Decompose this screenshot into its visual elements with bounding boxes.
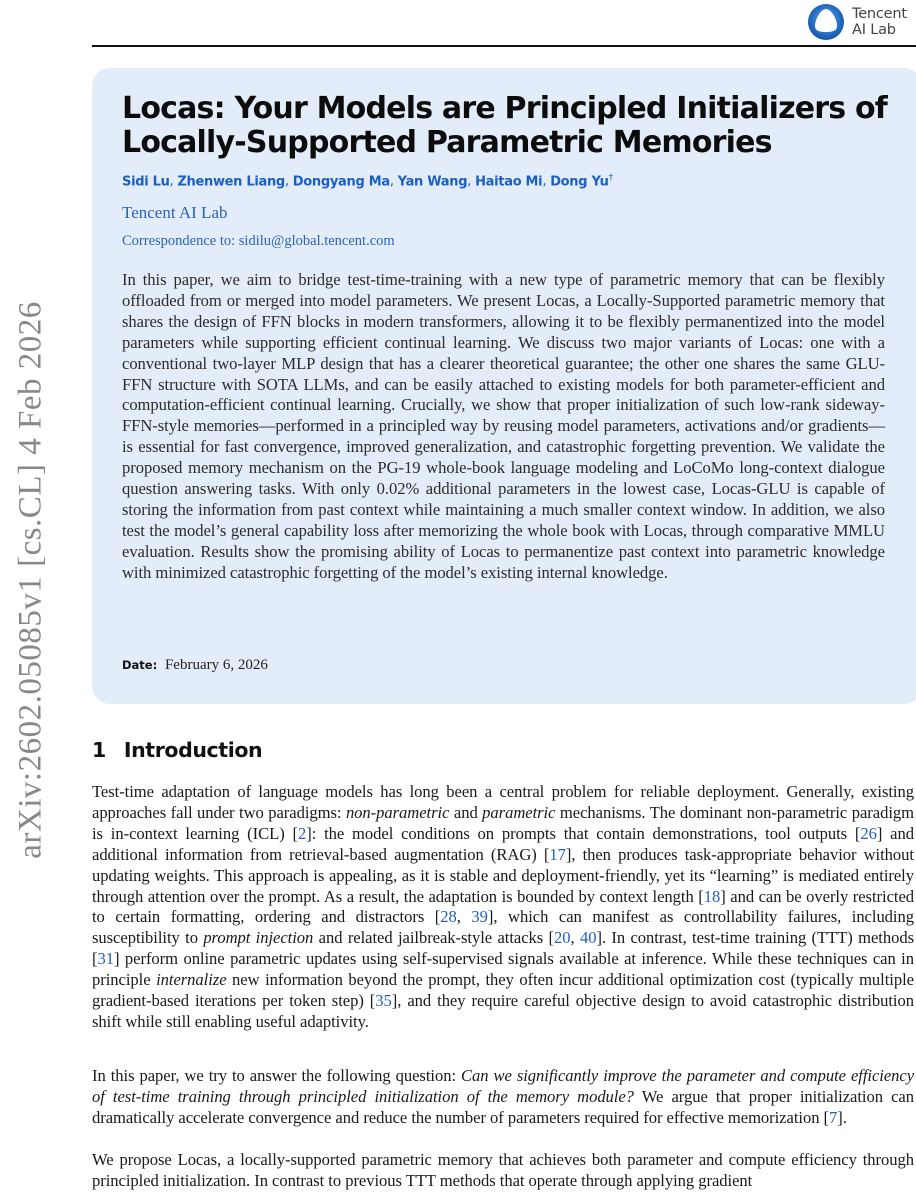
citation-link[interactable]: 17 (549, 844, 566, 864)
author-separator: , (542, 174, 547, 190)
emphasis: prompt injection (203, 928, 314, 948)
author-separator: , (389, 174, 394, 190)
section-number: 1 (92, 738, 106, 762)
tencent-ai-lab-logo-icon (806, 2, 846, 42)
emphasis: parametric (482, 802, 556, 822)
author-list (122, 173, 613, 189)
citation-link[interactable]: 26 (860, 823, 877, 843)
date-value: February 6, 2026 (164, 657, 268, 673)
paper-title: Locas: Your Models are Principled Initializers of Locally-Supported Parametric Memories (122, 91, 888, 160)
correspondence-email[interactable]: Correspondence to: sidilu@global.tencent.com (122, 233, 395, 249)
arxiv-stamp-text: arXiv:2602.05085v1 [cs.CL] 4 Feb 2026 (12, 301, 49, 859)
citation-link[interactable]: 35 (375, 991, 392, 1011)
author-name[interactable]: Dongyang Ma (292, 174, 390, 190)
citation-link[interactable]: 28 (440, 907, 457, 927)
author-name[interactable]: Zhenwen Liang (177, 174, 285, 190)
citation-link[interactable]: 31 (97, 949, 114, 969)
intro-paragraph-1: Test-time adaptation of language models has long been a central problem for reliable deployment. Generally, existing approaches fall under two paradigms: non-parametric and parametric mechanisms. The dominant non-parametric paradigm is in-context learning (ICL) [2]: the model conditions on prompts that contain demonstrations, tool outputs [26] and additional information from retrieval-based augmentation (RAG) [17], then produces task-appropriate behavior without updating weights. This approach is appealing, as it is stable and deployment-friendly, yet its “learning” is mediated entirely through attention over the prompt. As a result, the adaptation is bounded by context length [18] and can be overly restricted to certain formatting, ordering and distractors [28, 39], which can manifest as controllability failures, including susceptibility to prompt injection and related jailbreak-style attacks [20, 40]. In contrast, test-time training (TTT) methods [31] perform online parametric updates using self-supervised signals available at inference. While these techniques can in principle internalize new information beyond the prompt, they often incur additional optimization cost (typically multiple gradient-based iterations per token step) [35], and they require careful objective design to avoid catastrophic distribution shift while still enabling useful adaptivity. (92, 782, 915, 1031)
author-name[interactable]: Yan Wang (397, 174, 468, 190)
citation-link[interactable]: 18 (703, 886, 721, 906)
affiliation: Tencent AI Lab (122, 203, 228, 222)
author-separator: , (169, 174, 174, 190)
intro-paragraph-2: In this paper, we try to answer the following question: Can we significantly improve the parameter and compute efficiency of test-time training through principled initialization of the memory module? We argue that proper initialization can dramatically accelerate convergence and reduce the number of parameters required for effective memorization [7]. (92, 1066, 915, 1127)
emphasis: internalize (156, 970, 227, 990)
date-line (122, 657, 268, 674)
citation-link[interactable]: 40 (579, 928, 597, 948)
citation-link[interactable]: 39 (471, 907, 488, 927)
author-name[interactable]: Dong Yu (550, 174, 609, 190)
abstract-text: In this paper, we aim to bridge test-time-training with a new type of parametric memory that can be flexibly offloaded from or merged into model parameters. We present Locas, a Locally-Supported parametric memory that shares the design of FFN blocks in modern transformers, allowing it to be flexibly permanentized into the model parameters while supporting efficient continual learning. We discuss two major variants of Locas: one with a conventional two-layer MLP design that has a clearer theoretical guarantee; the other one shares the same GLU-FFN structure with SOTA LLMs, and can be easily attached to existing models for both parameter-efficient and computation-efficient continual learning. Crucially, we show that proper initialization of such low-rank sideway-FFN-style memories—performed in a principled way by reusing model parameters, activations and/or gradients—is essential for fast convergence, improved generalization, and catastrophic forgetting prevention. We validate the proposed memory mechanism on the PG-19 whole-book language modeling and LoCoMo long-context dialogue question answering tasks. With only 0.02% additional parameters in the lowest case, Locas-GLU is capable of storing the information from past context while maintaining a much smaller context window. In addition, we also test the model’s general capability loss after memorizing the whole book with Locas, through comparative MMLU evaluation. Results show the promising ability of Locas to permanentize past context into parametric knowledge with minimized catastrophic forgetting of the model’s existing internal knowledge. (122, 270, 885, 582)
emphasis: Can we significantly improve the parameter and compute efficiency of test-time training through principled initialization of the memory module? (92, 1066, 915, 1106)
corresponding-author-mark: † (608, 173, 613, 183)
logo-line-2: AI Lab (852, 22, 896, 38)
arxiv-identifier-stamp (0, 0, 60, 1200)
author-separator: , (467, 174, 472, 190)
author-name[interactable]: Haitao Mi (475, 174, 543, 190)
citation-link[interactable]: 2 (298, 823, 307, 843)
author-separator: , (284, 174, 289, 190)
logo-line-1: Tencent (852, 6, 907, 22)
author-name[interactable]: Sidi Lu (122, 174, 170, 190)
intro-paragraph-3: We propose Locas, a locally-supported parametric memory that achieves both parameter and compute efficiency through principled initialization. In contrast to previous TTT methods that operate through applying gradient (92, 1150, 914, 1190)
tencent-ai-lab-logo (806, 2, 907, 42)
header-rule (92, 45, 916, 47)
emphasis: non-parametric (345, 802, 450, 822)
logo-wordmark (852, 6, 907, 38)
date-label: Date: (122, 658, 158, 672)
citation-link[interactable]: 20 (554, 928, 571, 948)
section-title: Introduction (123, 738, 263, 762)
section-heading-introduction (92, 738, 262, 762)
citation-link[interactable]: 7 (829, 1107, 838, 1127)
